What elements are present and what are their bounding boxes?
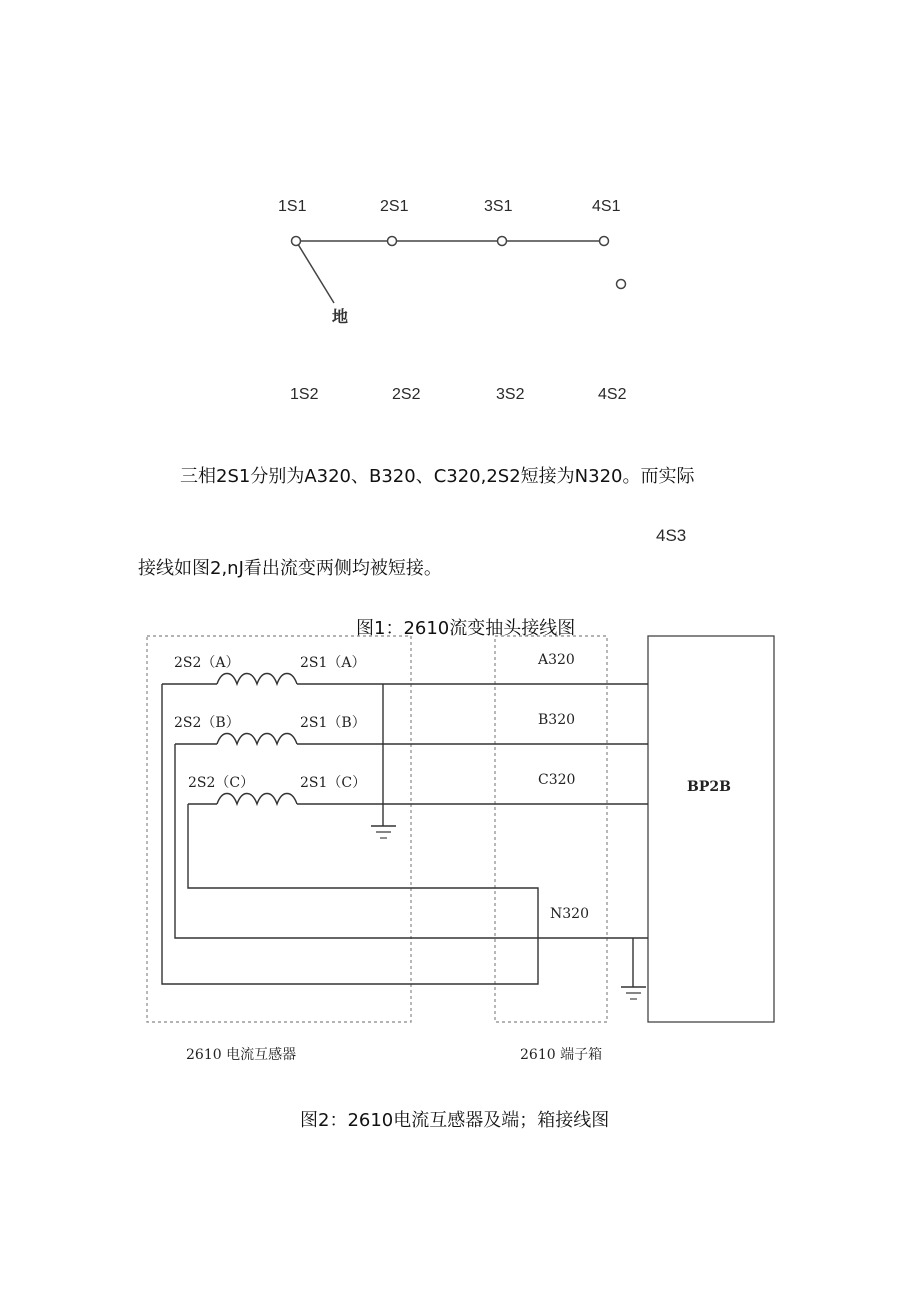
- ground-label: 地: [332, 307, 349, 326]
- ct-dashed-box: [147, 636, 411, 1022]
- figure-1-caption: 图1：2610流变抽头接线图: [356, 618, 576, 639]
- terminal-box-label: 2610 端子箱: [520, 1047, 603, 1063]
- ct-label-2s1-b: 2S1（B）: [300, 715, 366, 731]
- ct-label-2s2-b: 2S2（B）: [174, 715, 240, 731]
- ct-label-2s2-a: 2S2（A）: [174, 655, 240, 671]
- tap-label-3s1: 3S1: [484, 198, 513, 215]
- tap-label-2s1: 2S1: [380, 198, 409, 215]
- terminal-label-b320: B320: [538, 712, 576, 728]
- floating-label-4s3: 4S3: [656, 526, 687, 545]
- tap-label-1s2: 1S2: [290, 386, 319, 403]
- terminal-label-n320: N320: [550, 906, 589, 922]
- paragraph-line-1: 三相2S1分别为A320、B320、C320,2S2短接为N320。而实际: [180, 466, 695, 487]
- paragraph-line-2: 接线如图2,nJ看出流变两侧均被短接。: [138, 558, 442, 579]
- figure-2-caption: 图2：2610电流互感器及端；箱接线图: [300, 1110, 610, 1131]
- ct-box-label: 2610 电流互感器: [186, 1047, 297, 1063]
- bp2b-device-box: [648, 636, 774, 1022]
- device-label-bp2b: BP2B: [687, 779, 731, 795]
- terminal-label-c320: C320: [538, 772, 576, 788]
- ct-label-2s1-a: 2S1（A）: [300, 655, 366, 671]
- coil-c: [188, 794, 648, 805]
- terminal-label-a320: A320: [538, 652, 575, 668]
- ct-ground-symbol: [371, 826, 396, 838]
- device-ground-symbol: [621, 987, 646, 999]
- ct-label-2s1-c: 2S1（C）: [300, 775, 367, 791]
- ct-label-2s2-c: 2S2（C）: [188, 775, 255, 791]
- tap-label-4s1: 4S1: [592, 198, 621, 215]
- tap-label-3s2: 3S2: [496, 386, 525, 403]
- tap-label-2s2: 2S2: [392, 386, 421, 403]
- coil-a: [162, 674, 648, 685]
- terminal-dashed-box: [495, 636, 607, 1022]
- tap-label-1s1: 1S1: [278, 198, 307, 215]
- tap-label-4s2: 4S2: [598, 386, 627, 403]
